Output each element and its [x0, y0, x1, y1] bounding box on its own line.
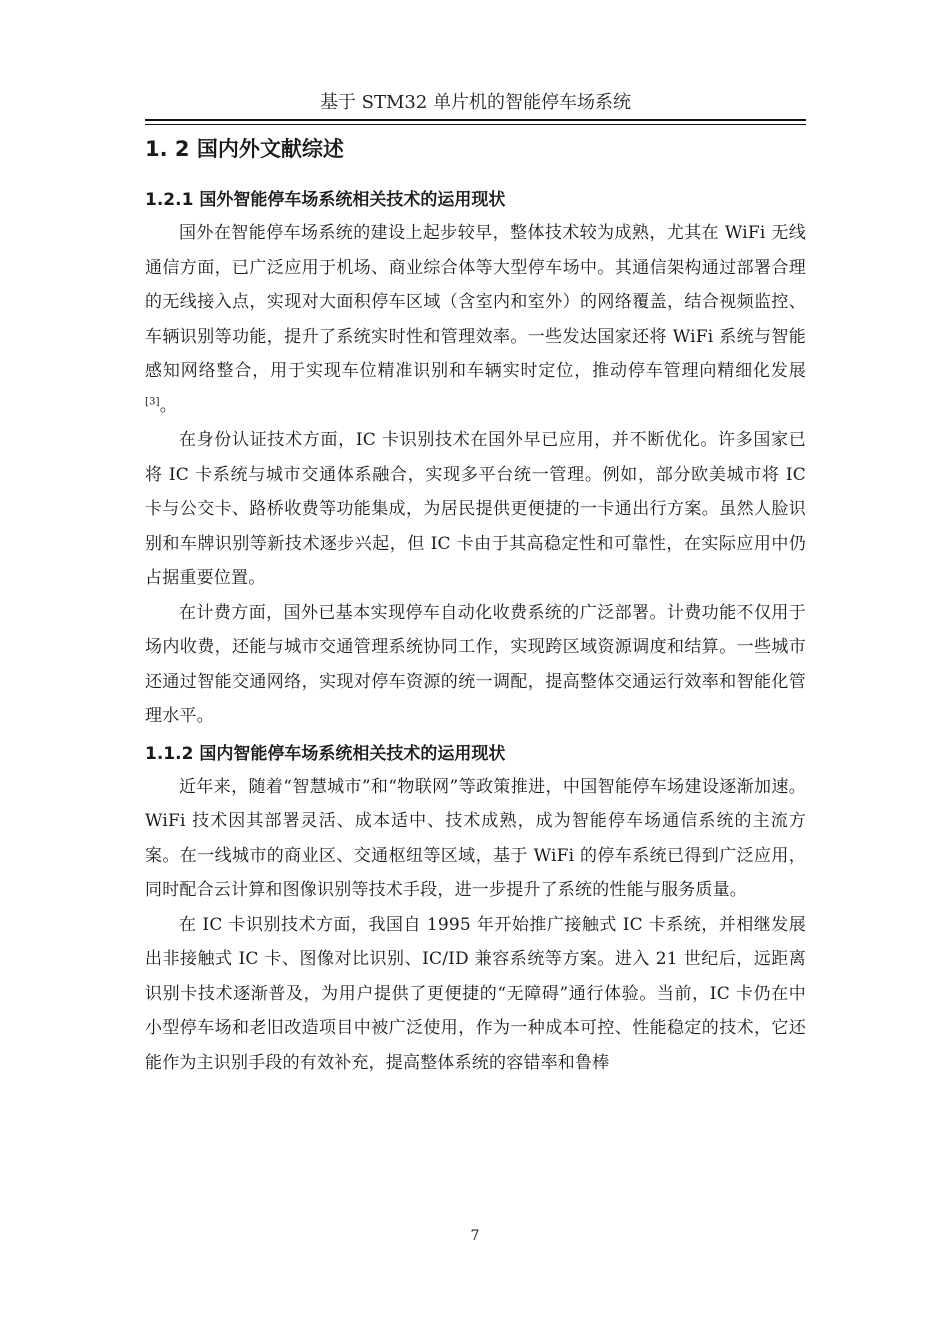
running-header: 基于 STM32 单片机的智能停车场系统	[319, 92, 632, 113]
paragraph-domestic-ic-card: 在 IC 卡识别技术方面，我国自 1995 年开始推广接触式 IC 卡系统，并相继发展出非接触式 IC 卡、图像对比识别、IC/ID 兼容系统等方案。进入 21 世纪后，远距离识别卡技术逐渐普及，为用户提供了更便捷的“无障碍”通行体验。当前，IC 卡仍在中小型停车场和老旧改造项目中被广泛使用，作为一种成本可控、性能稳定的技术，它还能作为主识别手段的有效补充，提高整体系统的容错率和鲁棒	[145, 914, 806, 1073]
paragraph-foreign-wifi	[145, 216, 806, 423]
subsection-heading-domestic: 1.1.2 国内智能停车场系统相关技术的运用现状	[145, 743, 506, 764]
section-heading: 1. 2 国内外文献综述	[145, 137, 344, 161]
header-rule-thick	[145, 119, 806, 121]
paragraph-foreign-billing: 在计费方面，国外已基本实现停车自动化收费系统的广泛部署。计费功能不仅用于场内收费，还能与城市交通管理系统协同工作，实现跨区域资源调度和结算。一些城市还通过智能交通网络，实现对停车资源的统一调配，提高整体交通运行效率和智能化管理水平。	[145, 602, 806, 726]
page-number: 7	[470, 1228, 480, 1244]
paragraph-domestic-wifi: 近年来，随着“智慧城市”和“物联网”等政策推进，中国智能停车场建设逐渐加速。WiFi 技术因其部署灵活、成本适中、技术成熟，成为智能停车场通信系统的主流方案。在一线城市的商业区、交通枢纽等区域，基于 WiFi 的停车系统已得到广泛应用，同时配合云计算和图像识别等技术手段，进一步提升了系统的性能与服务质量。	[145, 776, 806, 900]
header-rule-thin	[145, 124, 806, 125]
page-content	[145, 132, 806, 1080]
citation-reference[interactable]: [3]	[145, 395, 160, 407]
paragraph-text: 国外在智能停车场系统的建设上起步较早，整体技术较为成熟，尤其在 WiFi 无线通信方面，已广泛应用于机场、商业综合体等大型停车场中。其通信架构通过部署合理的无线接入点，实现对大面积停车区域（含室内和室外）的网络覆盖，结合视频监控、车辆识别等功能，提升了系统实时性和管理效率。一些发达国家还将 WiFi 系统与智能感知网络整合，用于实现车位精准识别和车辆实时定位，推动停车管理向精细化发展	[145, 223, 806, 381]
paragraph-foreign-ic-card: 在身份认证技术方面，IC 卡识别技术在国外早已应用，并不断优化。许多国家已将 IC 卡系统与城市交通体系融合，实现多平台统一管理。例如，部分欧美城市将 IC 卡与公交卡、路桥收费等功能集成，为居民提供更便捷的一卡通出行方案。虽然人脸识别和车牌识别等新技术逐步兴起，但 IC 卡由于其高稳定性和可靠性，在实际应用中仍占据重要位置。	[145, 430, 806, 588]
paragraph-tail: 。	[159, 395, 177, 416]
subsection-heading-foreign: 1.2.1 国外智能停车场系统相关技术的运用现状	[145, 190, 506, 210]
